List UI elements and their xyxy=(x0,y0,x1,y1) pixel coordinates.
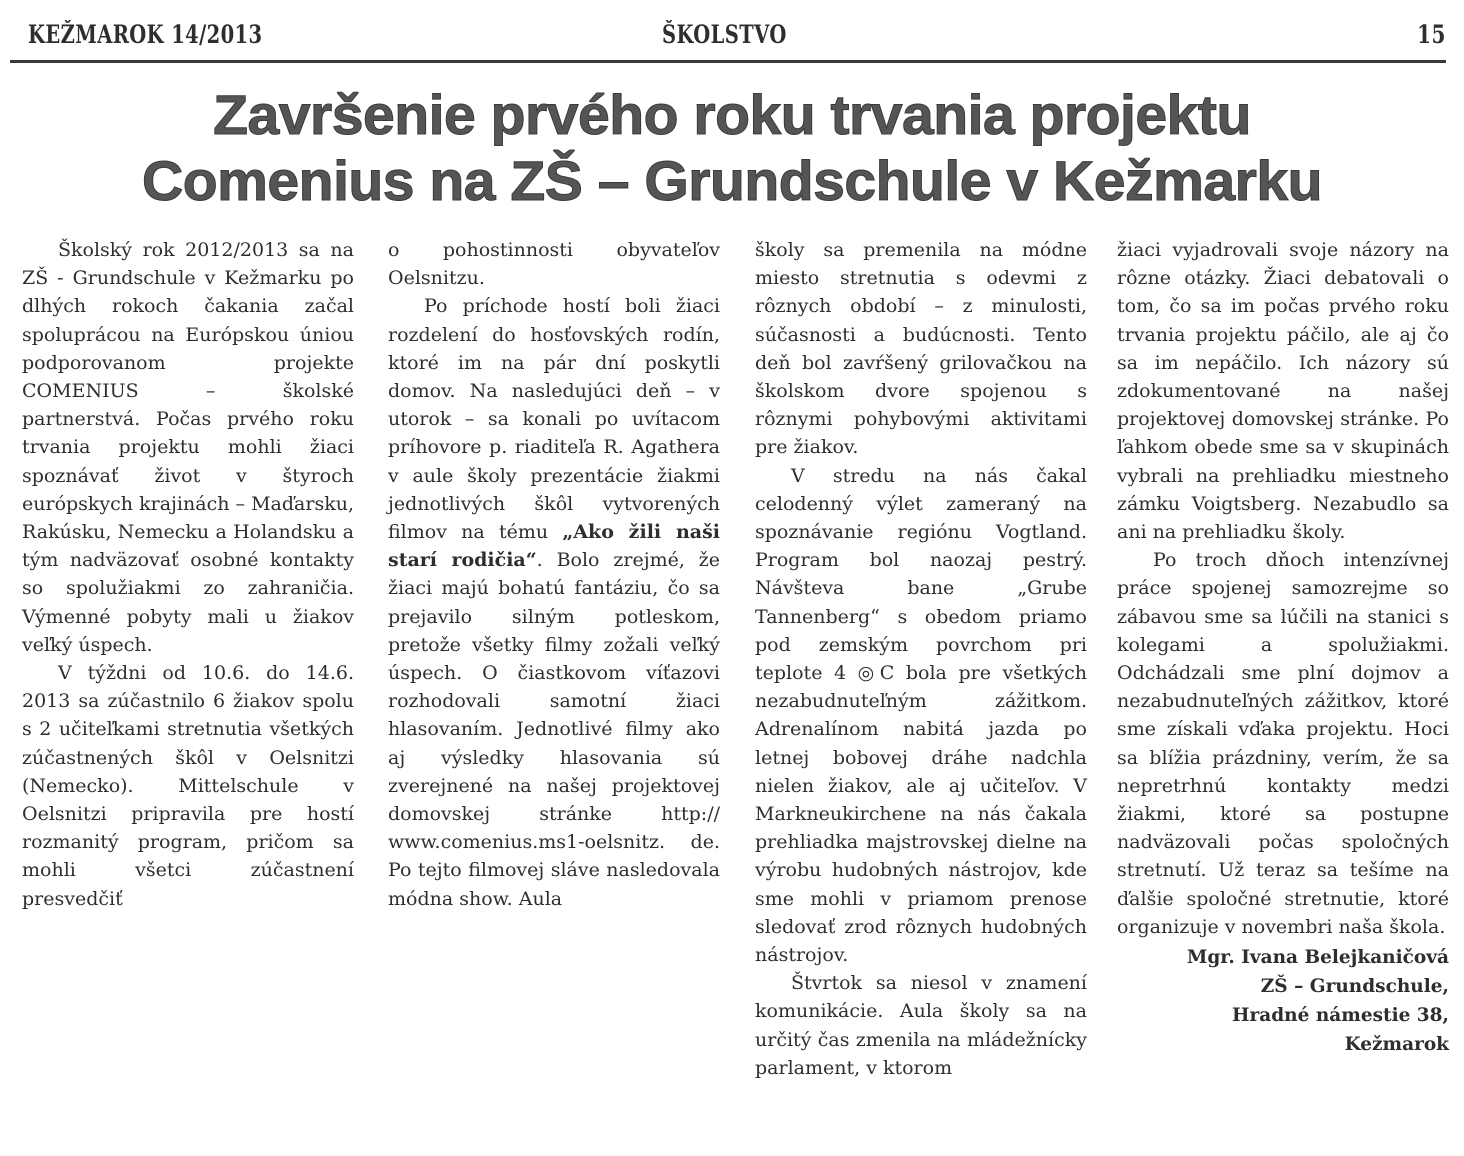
column-3 xyxy=(755,236,1087,1082)
paragraph xyxy=(388,292,720,912)
title-line-2: Comenius na ZŠ – Grundschule v Kežmarku xyxy=(142,149,1322,212)
author-signature xyxy=(1117,943,1449,1059)
article-title xyxy=(0,82,1464,214)
text: Po príchode hostí boli žiaci rozdelení do hosťovských rodín, ktoré im na pár dní poskytli domov. Na nasledujúci deň – v utorok – sa konali po uvítacom príhovore p. riaditeľa R. Agathera v aule školy prezentácie žiakmi jednotlivých škôl vytvorených filmov na tému xyxy=(388,295,720,544)
paragraph: Školský rok 2012/2013 sa na ZŠ - Grundschule v Kežmarku po dlhých rokoch čakania začal spoluprácou na Európskou úniou podporovanom projekte COMENIUS – školské partnerstvá. Počas prvého roku trvania projektu mohli žiaci spoznávať život v štyroch európskych krajinách – Maďarsku, Rakúsku, Nemecku a Holandsku a tým nadväzovať osobné kontakty so spolužiakmi zo zahraničia. Výmenné pobyty mali u žiakov veľký úspech. xyxy=(22,239,354,656)
column-2 xyxy=(388,236,720,913)
publication-issue: KEŽMAROK 14/2013 xyxy=(28,20,263,49)
paragraph: V stredu na nás čakal celodenný výlet zameraný na spoznávanie regiónu Vogtland. Program bol naozaj pestrý. Návšteva bane „Grube Tannenberg“ s obedom priamo pod zemským povrchom pri teplote 4 ◎C bola pre všetkých nezabudnuteľným zážitkom. Adrenalínom nabitá jazda po letnej bobovej dráhe nadchla nielen žiakov, ale aj učiteľov. V Markneukirchene na nás čakala prehliadka majstrovskej dielne na výrobu hudobných nástrojov, kde sme mohli v priamom prenose sledovať zrod rôznych hudobných nástrojov. xyxy=(755,464,1087,967)
author-name: Mgr. Ivana Belejkaničová xyxy=(1186,947,1449,969)
title-line-1: Završenie prvého roku trvania projektu xyxy=(213,83,1251,146)
paragraph: školy sa premenila na módne miesto stretnutia s odevmi z rôznych období – z minulosti, súčasnosti a budúcnosti. Tento deň bol zavŕšený grilovačkou na školskom dvore spojenou s rôznymi pohybovými aktivitami pre žiakov. xyxy=(755,239,1087,459)
page-number: 15 xyxy=(1417,20,1446,49)
film-theme: „Ako žili naši starí rodičia“ xyxy=(388,521,720,572)
paragraph: žiaci vyjadrovali svoje názory na rôzne otázky. Žiaci debatovali o tom, čo sa im počas prvého roku trvania projektu páčilo, ale aj čo sa im nepáčilo. Ich názory sú zdokumentované na našej projektovej domovskej stránke. Po ľahkom obede sme sa v skupinách vybrali na prehliadku miestneho zámku Voigtsberg. Nezabudlo sa ani na prehliadku školy. xyxy=(1117,239,1449,544)
author-address: Hradné námestie 38, xyxy=(1232,1005,1449,1027)
paragraph: Po troch dňoch intenzívnej práce spojenej samozrejme so zábavou sme sa lúčili na stanici s kolegami a spolužiakmi. Odchádzali sme plní dojmov a nezabudnuteľných zážitkov, ktoré sme získali vďaka projektu. Hoci sa blížia prázdniny, verím, že sa nepretrhnú kontakty medzi žiakmi, ktoré sa postupne nadväzovali počas spoločných stretnutí. Už teraz sa tešíme na ďalšie spoločné stretnutie, ktoré organizuje v novembri naša škola. xyxy=(1117,549,1449,938)
author-city: Kežmarok xyxy=(1344,1034,1449,1056)
column-1 xyxy=(22,236,354,913)
paragraph: Štvrtok sa niesol v znamení komunikácie. Aula školy sa na určitý čas zmenila na mládežnícky parlament, v ktorom xyxy=(755,972,1087,1079)
column-4 xyxy=(1117,236,1449,1059)
text: . Bolo zrejmé, že žiaci majú bohatú fantáziu, čo sa prejavilo silným potleskom, pretože všetky filmy zožali veľký úspech. O čiastkovom víťazovi rozhodovali samotní žiaci hlasovaním. Jednotlivé filmy ako aj výsledky hlasovania sú zverejnené na našej projektovej domovskej stránke http:// www.comenius.ms1-oelsnitz. de. Po tejto filmovej sláve nasledovala módna show. Aula xyxy=(388,549,721,910)
paragraph: o pohostinnosti obyvateľov Oelsnitzu. xyxy=(388,239,720,290)
article-body xyxy=(22,236,1449,1156)
author-school: ZŠ – Grundschule, xyxy=(1260,976,1449,998)
section-name: ŠKOLSTVO xyxy=(662,20,787,49)
paragraph: V týždni od 10.6. do 14.6. 2013 sa zúčastnilo 6 žiakov spolu s 2 učiteľkami stretnutia všetkých zúčastnených škôl v Oelsnitzi (Nemecko). Mittelschule v Oelsnitzi pripravila pre hostí rozmanitý program, pričom sa mohli všetci zúčastnení presvedčiť xyxy=(22,662,354,910)
page-header xyxy=(22,14,1446,54)
header-rule xyxy=(10,60,1446,63)
